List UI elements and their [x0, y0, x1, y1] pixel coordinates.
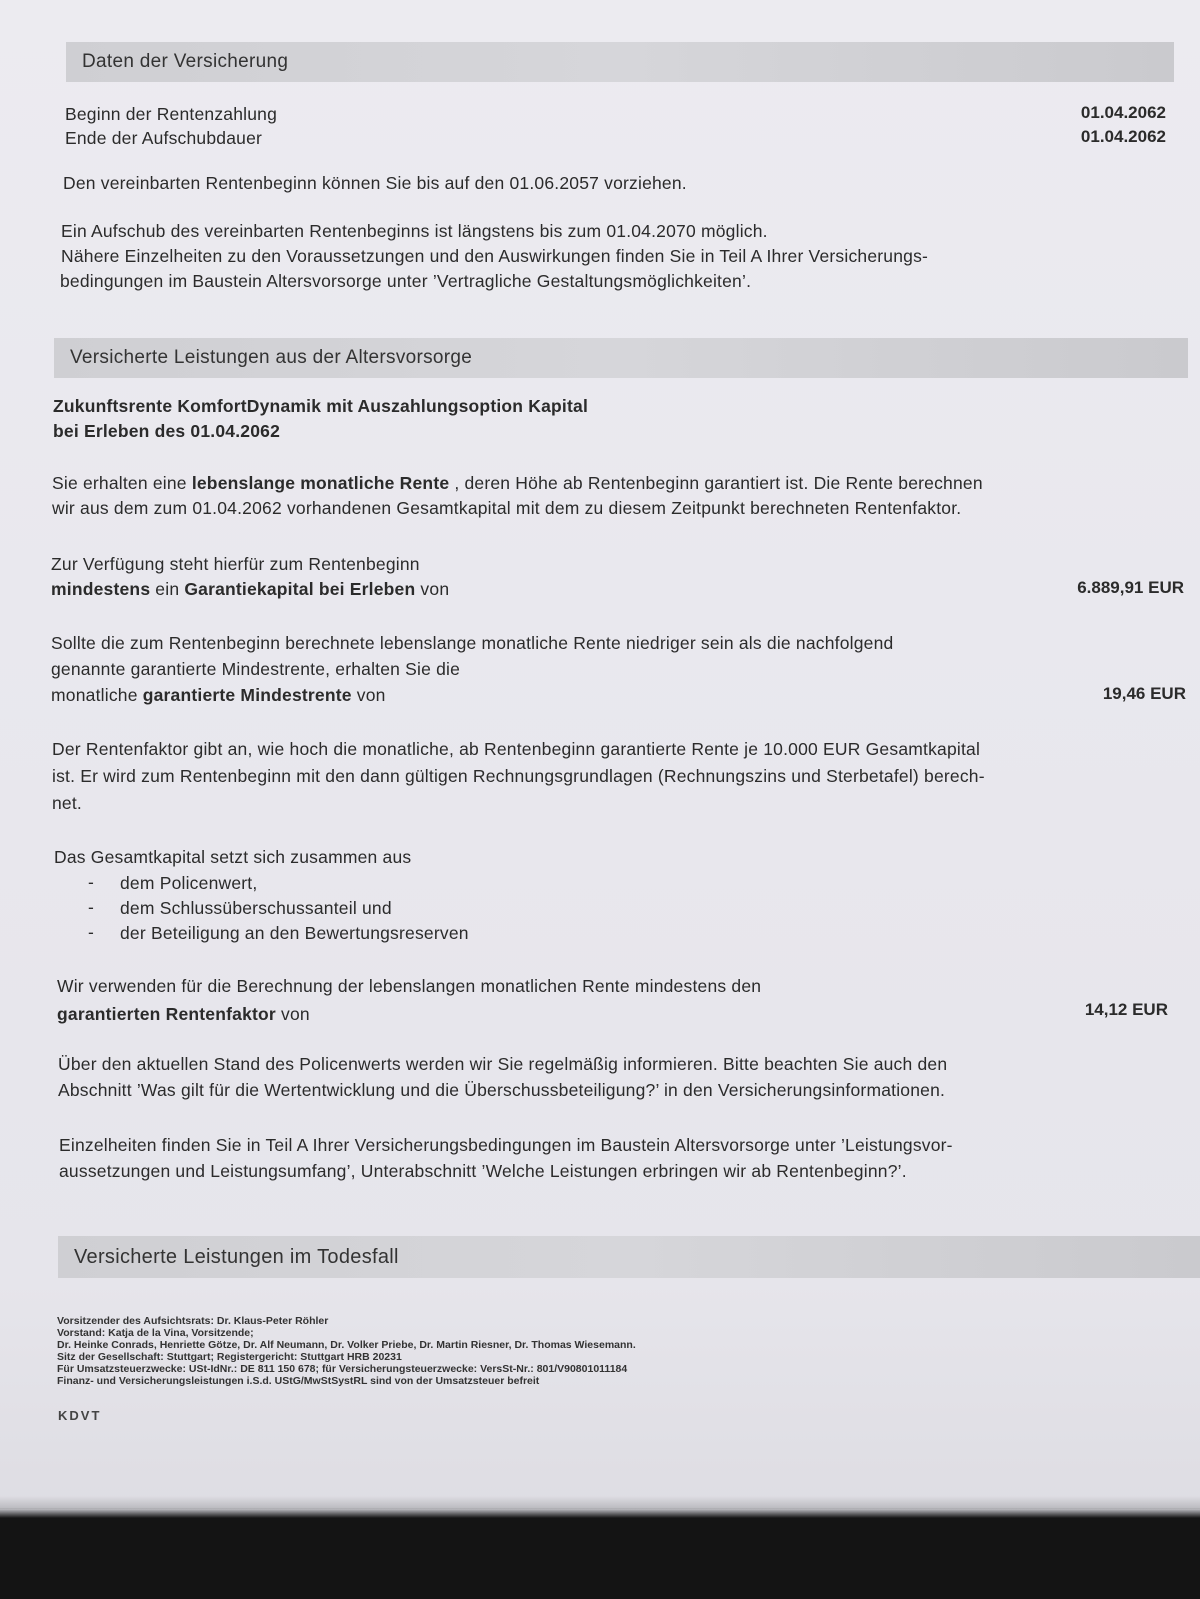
footer-line: Finanz- und Versicherungsleistungen i.S.d. UStG/MwStSystRL sind von der Umsatzsteuer befreit	[57, 1375, 540, 1387]
value-mindestrente: 19,46 EUR	[1102, 684, 1186, 703]
paragraph-mindestrente-l1: Sollte die zum Rentenbeginn berechnete lebenslange monatliche Rente niedriger sein als die nachfolgend	[51, 633, 894, 653]
paper-edge	[0, 1496, 1200, 1518]
row-label-beginn: Beginn der Rentenzahlung	[65, 104, 278, 124]
paragraph-einzelheiten-l2: aussetzungen und Leistungsumfang’, Unterabschnitt ’Welche Leistungen erbringen wir ab Rentenbeginn?’.	[59, 1161, 907, 1181]
subtitle-l1: Zukunftsrente KomfortDynamik mit Auszahlungsoption Kapital	[53, 396, 589, 416]
paragraph-garantiekapital-l2	[51, 578, 449, 600]
paragraph-vorziehen: Den vereinbarten Rentenbeginn können Sie bis auf den 01.06.2057 vorziehen.	[63, 173, 687, 193]
list-bullet: -	[88, 897, 94, 917]
paragraph-aufschub-l2: Nähere Einzelheiten zu den Voraussetzungen und den Auswirkungen finden Sie in Teil A Ihrer Versicherungs-	[61, 246, 929, 266]
footer-line: Sitz der Gesellschaft: Stuttgart; Registergericht: Stuttgart HRB 20231	[57, 1351, 402, 1363]
paragraph-rente-l2: wir aus dem zum 01.04.2062 vorhandenen Gesamtkapital mit dem zu diesem Zeitpunkt berechneten Rentenfaktor.	[52, 498, 962, 518]
list-item: dem Schlussüberschussanteil und	[120, 898, 392, 918]
text-span: von	[415, 579, 450, 599]
paragraph-mindestrente-l2: genannte garantierte Mindestrente, erhalten Sie die	[51, 659, 461, 679]
paragraph-gesamtkapital-intro: Das Gesamtkapital setzt sich zusammen aus	[54, 847, 412, 867]
list-bullet: -	[88, 922, 94, 942]
paragraph-policenwert-l2: Abschnitt ’Was gilt für die Wertentwicklung und die Überschussbeteiligung?’ in den Versicherungsinformationen.	[58, 1080, 946, 1100]
text-span: Sie erhalten eine	[52, 473, 192, 493]
row-label-ende: Ende der Aufschubdauer	[65, 128, 263, 148]
paragraph-rente-l1	[52, 472, 983, 494]
list-item: dem Policenwert,	[120, 873, 258, 893]
paragraph-aufschub-l3: bedingungen im Baustein Altersvorsorge unter ’Vertragliche Gestaltungsmöglichkeiten’.	[60, 271, 752, 291]
paragraph-rentenfaktor-l2: ist. Er wird zum Rentenbeginn mit den dann gültigen Rechnungsgrundlagen (Rechnungszins und Sterbetafel) berech-	[52, 766, 985, 786]
paragraph-rentenfaktor-l3: net.	[52, 793, 82, 813]
paragraph-garantierter-rentenfaktor-l2	[57, 1003, 310, 1025]
text-span: , deren Höhe ab Rentenbeginn garantiert ist. Die Rente berechnen	[449, 473, 983, 493]
paragraph-garantiekapital-l1: Zur Verfügung steht hierfür zum Rentenbeginn	[51, 554, 420, 574]
paragraph-rentenfaktor-l1: Der Rentenfaktor gibt an, wie hoch die monatliche, ab Rentenbeginn garantierte Rente je 10.000 EUR Gesamtkapital	[52, 739, 981, 759]
paragraph-garantierter-rentenfaktor-l1: Wir verwenden für die Berechnung der lebenslangen monatlichen Rente mindestens den	[57, 976, 762, 996]
subtitle-l2: bei Erleben des 01.04.2062	[53, 421, 281, 441]
paragraph-einzelheiten-l1: Einzelheiten finden Sie in Teil A Ihrer Versicherungsbedingungen im Baustein Altersvorsorge unter ’Leistungsvor-	[59, 1135, 953, 1155]
section-header-daten: Daten der Versicherung	[66, 42, 1174, 82]
text-span: von	[275, 1004, 310, 1024]
value-garantiekapital: 6.889,91 EUR	[1077, 578, 1184, 597]
text-span: von	[351, 685, 386, 705]
section-header-todesfall: Versicherte Leistungen im Todesfall	[58, 1236, 1200, 1278]
paragraph-mindestrente-l3	[51, 684, 386, 706]
footer-line: Vorsitzender des Aufsichtsrats: Dr. Klaus-Peter Röhler	[57, 1315, 329, 1327]
footer-line: Dr. Heinke Conrads, Henriette Götze, Dr. Alf Neumann, Dr. Volker Priebe, Dr. Martin Riesner, Dr. Thomas Wiesemann.	[57, 1339, 636, 1351]
footer-line: Für Umsatzsteuerzwecke: USt-IdNr.: DE 811 150 678; für Versicherungsteuerzwecke: VersSt-Nr.: 801/V90801011184	[57, 1363, 628, 1375]
paragraph-aufschub-l1: Ein Aufschub des vereinbarten Rentenbeginns ist längstens bis zum 01.04.2070 möglich.	[61, 221, 768, 241]
paragraph-policenwert-l1: Über den aktuellen Stand des Policenwerts werden wir Sie regelmäßig informieren. Bitte beachten Sie auch den	[58, 1054, 948, 1074]
text-span-bold: mindestens	[51, 579, 151, 599]
text-span: KDVT	[58, 1408, 102, 1423]
text-span-bold: lebenslange monatliche Rente	[191, 473, 450, 493]
text-span-bold: garantierten Rentenfaktor	[57, 1004, 276, 1024]
footer-cut-text	[58, 1408, 102, 1423]
value-rentenfaktor: 14,12 EUR	[1084, 1000, 1168, 1019]
text-span: ein	[150, 579, 185, 599]
text-span: monatliche	[51, 685, 143, 705]
section-header-altersvorsorge: Versicherte Leistungen aus der Altersvorsorge	[54, 338, 1188, 378]
row-value-beginn: 01.04.2062	[1080, 103, 1166, 122]
text-span-bold: garantierte Mindestrente	[142, 685, 352, 705]
row-value-ende: 01.04.2062	[1080, 127, 1166, 146]
footer-line: Vorstand: Katja de la Vina, Vorsitzende;	[57, 1327, 254, 1339]
text-span-bold: Garantiekapital bei Erleben	[184, 579, 416, 599]
list-bullet: -	[88, 872, 94, 892]
list-item: der Beteiligung an den Bewertungsreserven	[120, 923, 469, 943]
